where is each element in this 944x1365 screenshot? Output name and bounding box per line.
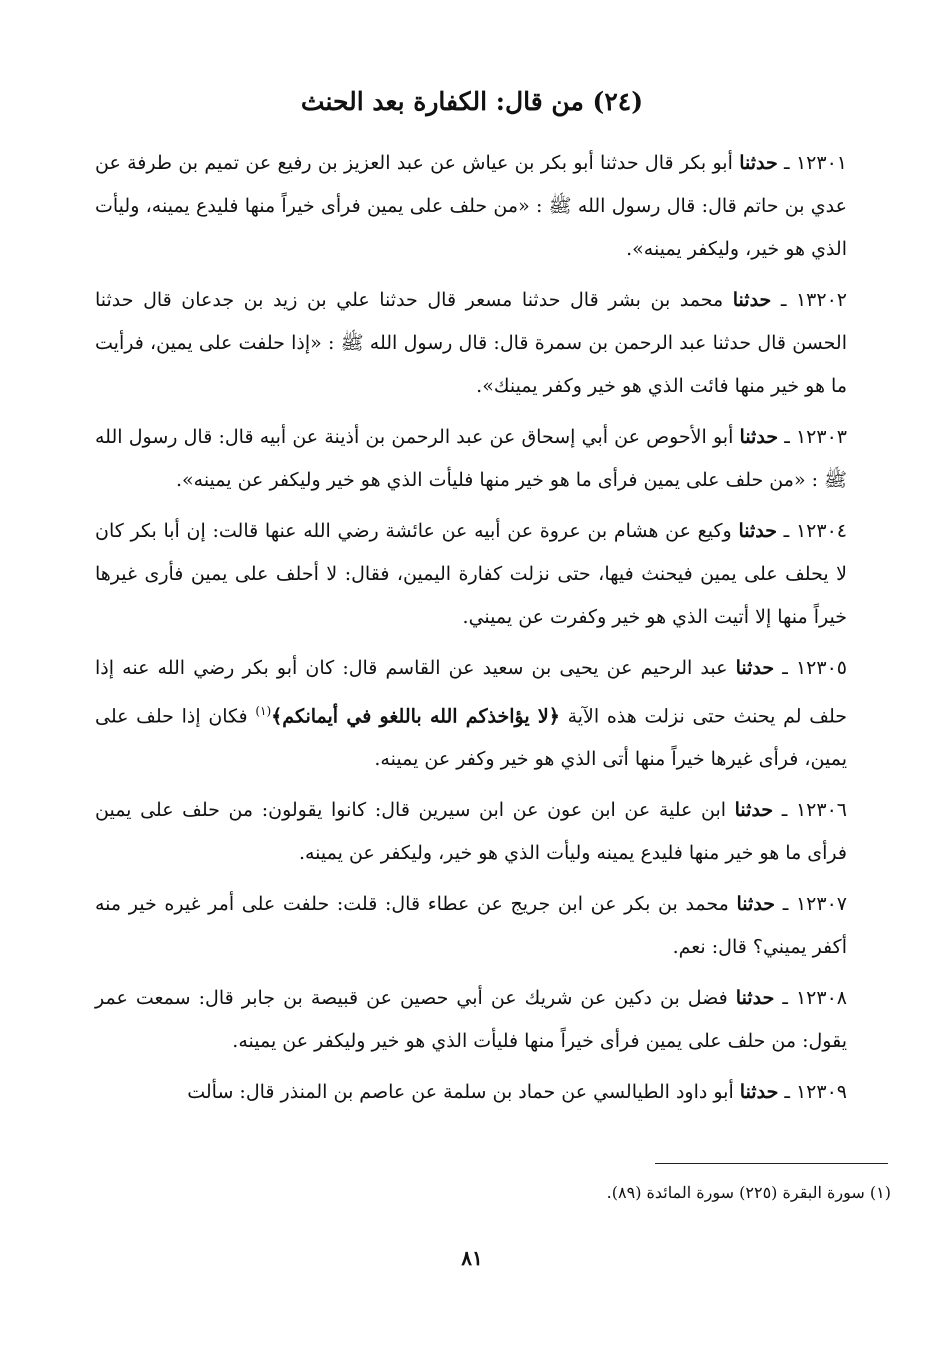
hadith-number: ١٢٣٠١ [795,152,847,174]
page-number: ٨١ [461,1246,483,1270]
hadith-dash: ـ [777,152,796,174]
hadith-dash: ـ [773,799,796,822]
footnote: (١) سورة البقرة (٢٢٥) سورة المائدة (٨٩). [606,1183,891,1202]
hadith-number: ١٢٣٠٨ [795,987,847,1010]
hadith-text: عبد الرحيم عن يحيى بن سعيد عن القاسم قال: كان أبو بكر رضي الله عنه إذا حلف لم يحنث حتى نزلت هذه الآية [95,657,847,728]
hadith-number: ١٢٣٠٥ [795,657,847,679]
hadith-number: ١٢٣٠٣ [795,426,847,448]
hadith-lead: حدثنا [739,426,779,448]
hadith-lead: حدثنا [739,152,778,174]
hadith-text: أبو داود الطيالسي عن حماد بن سلمة عن عاصم بن المنذر قال: سألت [187,1081,740,1104]
hadith-dash: ـ [774,987,796,1010]
hadith-dash: ـ [774,657,796,679]
footnote-divider [655,1163,888,1164]
hadith-dash: ـ [775,893,796,916]
chapter-title: (٢٤) من قال: الكفارة بعد الحنث [300,87,644,116]
hadith-lead: حدثنا [736,893,776,916]
hadith-12307 [95,883,847,969]
hadith-lead: حدثنا [735,987,775,1010]
hadith-text: محمد بن بشر قال حدثنا مسعر قال حدثنا علي بن زيد بن جدعان قال حدثنا الحسن قال حدثنا عبد الرحمن بن سمرة قال: قال رسول الله ﷺ : «إذا حلفت على يمين، فرأيت ما هو خير منها فائت الذي هو خير وكفر يمينك». [95,289,847,397]
hadith-text: أبو الأحوص عن أبي إسحاق عن عبد الرحمن بن أذينة عن أبيه قال: قال رسول الله ﷺ : «من حلف على يمين فرأى ما هو خير منها فليأت الذي هو خير وليكفر عن يمينه». [95,426,847,491]
hadith-lead: حدثنا [738,520,777,542]
hadith-lead: حدثنا [735,657,775,679]
hadith-lead: حدثنا [732,289,772,311]
hadith-12308 [95,977,847,1063]
hadith-dash: ـ [778,1081,796,1104]
hadith-12304 [95,510,847,639]
hadith-text: وكيع عن هشام بن عروة عن أبيه عن عائشة رضي الله عنها قالت: إن أبا بكر كان لا يحلف على يمين فيحنث فيها، حتى نزلت كفارة اليمين، فقال: لا أحلف على يمين فأرى غيرها خيراً منها إلا أتيت الذي هو خير وكفرت عن يميني. [95,520,847,628]
hadith-number: ١٢٣٠٤ [795,520,847,542]
hadith-dash: ـ [776,520,796,542]
hadith-text: محمد بن بكر عن ابن جريج عن عطاء قال: قلت: حلفت على أمر غيره خير منه أكفر يميني؟ قال: نعم. [95,893,847,959]
hadith-12303 [95,416,847,502]
hadith-number: ١٢٣٠٦ [795,799,847,822]
hadith-12305 [95,647,847,781]
hadith-dash: ـ [771,289,796,311]
hadith-number: ١٢٣٠٩ [795,1081,847,1104]
hadith-text: ابن علية عن ابن عون عن ابن سيرين قال: كانوا يقولون: من حلف على يمين فرأى ما هو خير منها فليدع يمينه وليأت الذي هو خير، وليكفر عن يمينه. [95,799,847,865]
hadith-12306 [95,789,847,875]
hadith-dash: ـ [778,426,796,448]
hadith-list [95,142,847,1122]
hadith-lead: حدثنا [734,799,774,822]
hadith-12301 [95,142,847,271]
hadith-lead: حدثنا [739,1081,779,1104]
hadith-number: ١٣٢٠٢ [795,289,847,311]
hadith-text: أبو بكر قال حدثنا أبو بكر بن عياش عن عبد العزيز بن رفيع عن تميم بن طرفة عن عدي بن حاتم قال: قال رسول الله ﷺ : «من حلف على يمين فرأى خيراً منها فليدع يمينه، وليأت الذي هو خير، وليكفر يمينه». [95,152,847,260]
footnote-ref: (١) [255,704,272,718]
quran-verse: ﴿لا يؤاخذكم الله باللغو في أيمانكم﴾ [271,705,560,728]
hadith-13202 [95,279,847,408]
hadith-number: ١٢٣٠٧ [795,893,847,916]
hadith-12309 [95,1071,847,1114]
hadith-text: فكان إذا حلف على يمين، فرأى غيرها خيراً منها أتى الذي هو خير وكفر عن يمينه. [95,705,847,771]
hadith-text: فضل بن دكين عن شريك عن أبي حصين عن قبيصة بن جابر قال: سمعت عمر يقول: من حلف على يمين فرأى خيراً منها فليأت الذي هو خير وليكفر عن يمينه. [95,987,847,1053]
